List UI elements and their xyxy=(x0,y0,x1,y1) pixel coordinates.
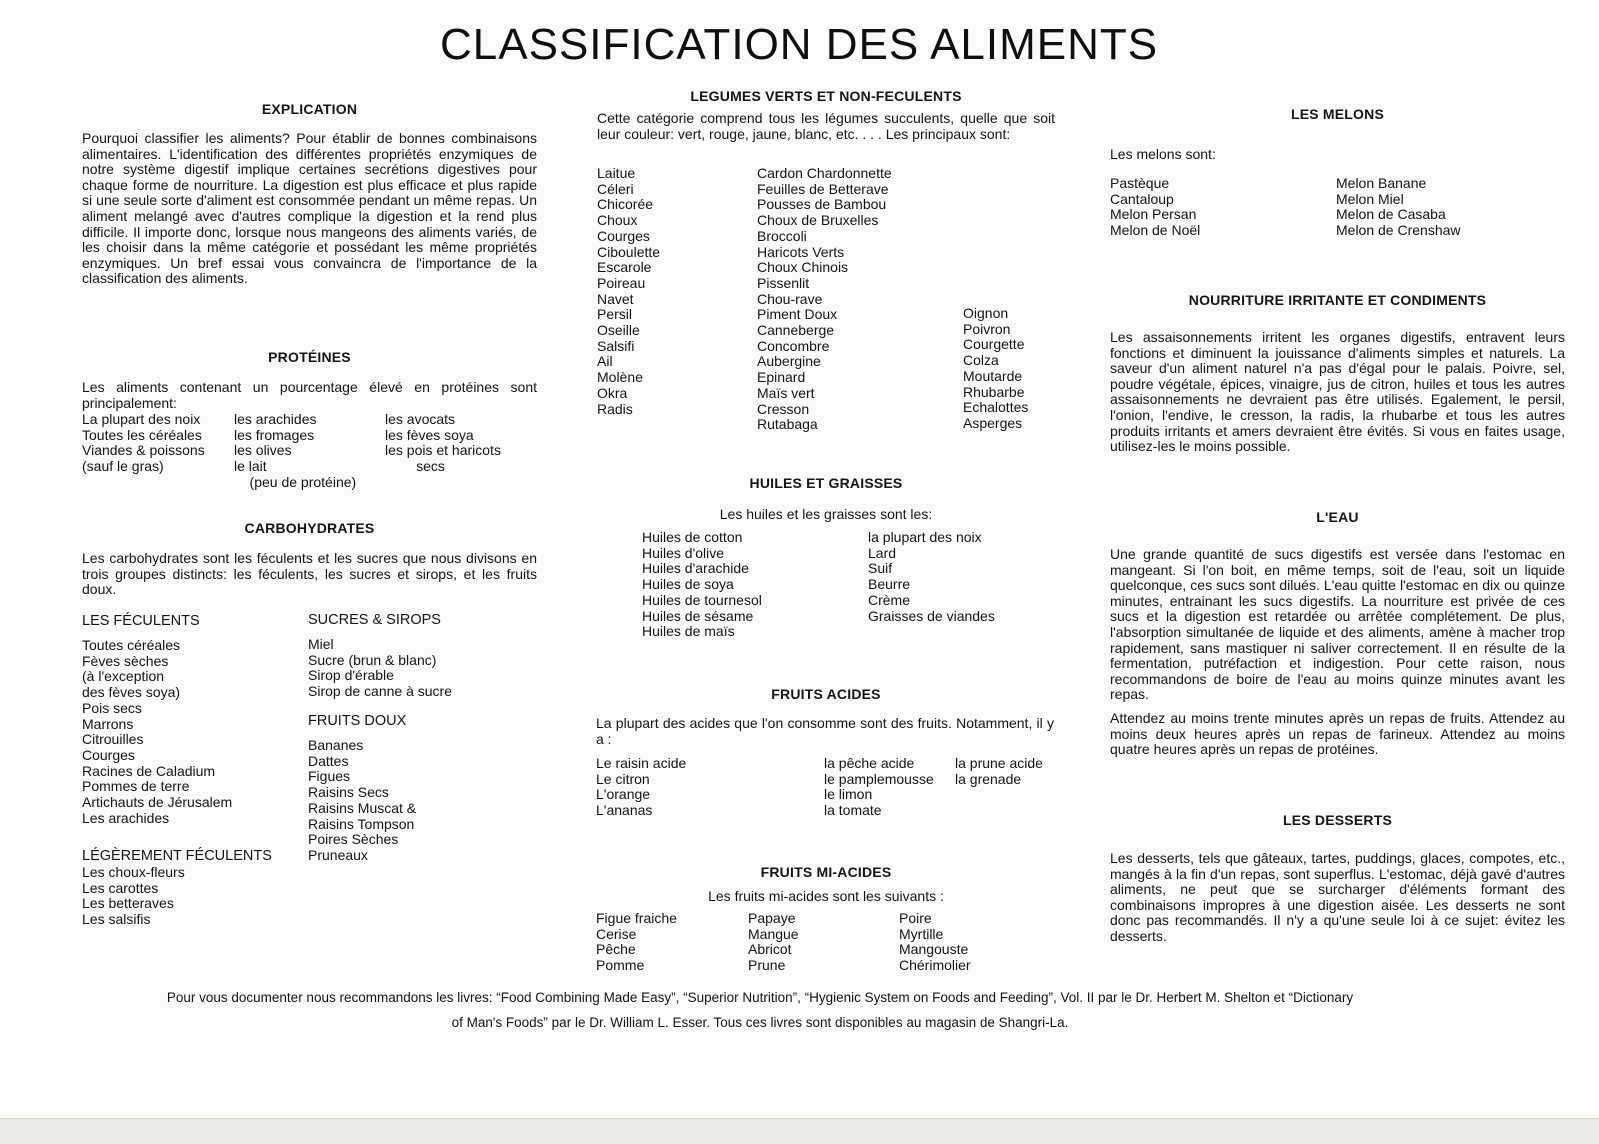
explication-heading: EXPLICATION xyxy=(261,101,358,117)
list-item: le pamplemousse xyxy=(824,770,934,787)
huiles-list-1 xyxy=(642,530,762,640)
list-item: Prune xyxy=(748,957,786,974)
proteines-list-1 xyxy=(82,412,205,475)
list-item: Feuilles de Betterave xyxy=(757,180,889,197)
list-item: la grenade xyxy=(955,770,1022,787)
fruits-acides-list-3 xyxy=(955,756,1043,787)
list-item: le lait xyxy=(234,458,267,475)
list-item: Suif xyxy=(868,560,893,577)
list-item: secs xyxy=(385,458,445,475)
legumes-list-3 xyxy=(963,306,1028,432)
list-item: Oseille xyxy=(597,322,640,339)
desserts-heading: LES DESSERTS xyxy=(1283,812,1392,828)
list-item: Concombre xyxy=(757,337,830,354)
legumes-list-2 xyxy=(757,166,892,433)
list-item: Cresson xyxy=(757,400,810,417)
list-item: L'orange xyxy=(596,786,651,803)
fruits-mi-acides-list-2 xyxy=(748,911,799,974)
list-item: Aubergine xyxy=(757,353,821,370)
list-item: Poire xyxy=(899,910,932,926)
list-item: Beurre xyxy=(868,576,911,593)
huiles-heading: HUILES ET GRAISSES xyxy=(749,475,903,491)
list-item: Melon Persan xyxy=(1110,206,1197,223)
list-item: des fèves soya) xyxy=(82,684,181,701)
proteines-list-2 xyxy=(234,412,356,491)
eau-text-2: Attendez au moins trente minutes après un repas de fruits. Attendez au moins deux heures après un repas de farineux. Attendez au moins quatre heures après un repas de protéines. xyxy=(1110,710,1565,758)
list-item: Radis xyxy=(597,400,633,417)
list-item: Sirop d'érable xyxy=(308,667,394,684)
list-item: Huiles d'olive xyxy=(642,544,725,561)
list-item: Moutarde xyxy=(963,367,1023,384)
list-item: Haricots Verts xyxy=(757,243,845,260)
list-item: Broccoli xyxy=(757,227,807,244)
list-item: Les salsifis xyxy=(82,911,151,928)
list-item: Pousses de Bambou xyxy=(757,196,887,213)
list-item: Fèves sèches xyxy=(82,652,169,669)
fruits-doux-list xyxy=(308,738,416,864)
legerement-feculents-title: LÉGÈREMENT FÉCULENTS xyxy=(82,848,272,864)
eau-text-1: Une grande quantité de sucs digestifs est versée dans l'estomac en mangeant. Si l'on boit, en même temps, soit de l'eau, soit un liquide quelconque, ces sucs sont dilués. L'eau quitte l'estomac en dix ou quinze minutes, entrainant les sucs digestifs. La nourriture est privée de ces sucs et la digestion est retardée ou arrêtée complétement. De plus, l'absorption simultanée de liquide et des aliments, amène à macher trop rapidement, sans mastiquer ni saliver correctement. Il en résulte de la fermentation, putréfaction et indigestion. Pour cette raison, nous recommandons de boire de l'eau au moins quinze minutes avant les repas. xyxy=(1110,546,1565,703)
list-item: Ail xyxy=(597,353,613,370)
list-item: Raisins Secs xyxy=(308,784,389,801)
list-item: Cantaloup xyxy=(1110,190,1174,207)
list-item: Poireau xyxy=(597,274,646,291)
list-item: Salsifi xyxy=(597,337,635,354)
list-item: Choux xyxy=(597,212,638,229)
fruits-mi-acides-intro: Les fruits mi-acides sont les suivants : xyxy=(708,888,944,904)
list-item: Viandes & poissons xyxy=(82,442,205,459)
melons-heading: LES MELONS xyxy=(1290,106,1384,122)
list-item: Raisins Tompson xyxy=(308,815,415,832)
feculents-list xyxy=(82,638,232,826)
list-item: le limon xyxy=(824,786,873,803)
carbohydrates-heading: CARBOHYDRATES xyxy=(244,520,375,536)
list-item: Marrons xyxy=(82,715,134,732)
list-item: les pois et haricots xyxy=(385,442,501,459)
list-item: (sauf le gras) xyxy=(82,458,164,475)
list-item: Escarole xyxy=(597,259,652,276)
list-item: les avocats xyxy=(385,411,456,427)
list-item: Huiles de tournesol xyxy=(642,591,762,608)
proteines-heading: PROTÉINES xyxy=(268,349,351,365)
list-item: Sirop de canne à sucre xyxy=(308,683,452,700)
irritante-heading: NOURRITURE IRRITANTE ET CONDIMENTS xyxy=(1188,292,1487,308)
list-item: la plupart des noix xyxy=(868,529,982,545)
list-item: Mangue xyxy=(748,925,799,942)
list-item: Cerise xyxy=(596,925,637,942)
list-item: Cardon Chardonnette xyxy=(757,165,892,181)
list-item: Huiles de cotton xyxy=(642,529,743,545)
list-item: Chérimolier xyxy=(899,957,971,974)
list-item: Raisins Muscat & xyxy=(308,799,417,816)
list-item: Les choux-fleurs xyxy=(82,864,185,880)
list-item: Pomme xyxy=(596,957,645,974)
melons-list-1 xyxy=(1110,176,1200,239)
page-title: CLASSIFICATION DES ALIMENTS xyxy=(440,20,1159,69)
list-item: Courges xyxy=(597,227,650,244)
list-item: Laitue xyxy=(597,165,636,181)
list-item: Abricot xyxy=(748,941,792,958)
list-item: Navet xyxy=(597,290,634,307)
list-item: Papaye xyxy=(748,910,796,926)
list-item: Sucre (brun & blanc) xyxy=(308,651,437,668)
list-item: (à l'exception xyxy=(82,668,165,685)
list-item: les fromages xyxy=(234,426,315,443)
list-item: Pastèque xyxy=(1110,175,1170,191)
list-item: Melon de Casaba xyxy=(1336,206,1446,223)
list-item: Colza xyxy=(963,352,999,369)
list-item: Rutabaga xyxy=(757,416,818,433)
list-item: Pissenlit xyxy=(757,274,810,291)
list-item: Pommes de terre xyxy=(82,778,190,795)
list-item: Figue fraiche xyxy=(596,910,677,926)
list-item: les fèves soya xyxy=(385,426,474,443)
fruits-mi-acides-list-1 xyxy=(596,911,677,974)
legerement-feculents-list xyxy=(82,865,185,928)
melons-list-2 xyxy=(1336,176,1461,239)
list-item: Echalottes xyxy=(963,399,1029,416)
list-item: L'ananas xyxy=(596,802,653,819)
list-item: Chicorée xyxy=(597,196,654,213)
list-item: Huiles de soya xyxy=(642,576,734,593)
list-item: Choux Chinois xyxy=(757,259,849,276)
list-item: Miel xyxy=(308,636,334,652)
footer-line-1: Pour vous documenter nous recommandons les livres: “Food Combining Made Easy”, “Superior Nutrition”, “Hygienic System on Foods and Feeding”, Vol. II par le Dr. Herbert M. Shelton et “Dictionary xyxy=(166,990,1354,1005)
list-item: Asperges xyxy=(963,414,1023,431)
list-item: Huiles de maïs xyxy=(642,623,735,640)
footer-line-2: of Man's Foods” par le Dr. William L. Esser. Tous ces livres sont disponibles au magasin de Shangri-La. xyxy=(451,1015,1069,1030)
list-item: les olives xyxy=(234,442,292,459)
list-item: Melon Banane xyxy=(1336,175,1427,191)
paper-edge xyxy=(0,1118,1599,1144)
list-item: Pêche xyxy=(596,941,636,958)
list-item: Figues xyxy=(308,768,351,785)
list-item: Toutes les céréales xyxy=(82,426,202,443)
list-item: Crème xyxy=(868,591,911,608)
melons-intro: Les melons sont: xyxy=(1110,146,1216,162)
proteines-list-3 xyxy=(385,412,501,475)
list-item: Huiles de sésame xyxy=(642,607,754,624)
huiles-list-2 xyxy=(868,530,995,624)
huiles-intro: Les huiles et les graisses sont les: xyxy=(719,506,933,522)
fruits-mi-acides-list-3 xyxy=(899,911,971,974)
list-item: Graisses de viandes xyxy=(868,607,995,624)
list-item: Citrouilles xyxy=(82,731,144,748)
list-item: Lard xyxy=(868,544,897,561)
list-item: Bananes xyxy=(308,737,364,753)
list-item: les arachides xyxy=(234,411,317,427)
list-item: Oignon xyxy=(963,305,1009,321)
irritante-text: Les assaisonnements irritent les organes digestifs, entravent leurs fonctions et diminuent la jouissance d'aliments simples et naturels. La saveur d'un aliment naturel n'a pas d'égal pour le palais. Poivre, sel, poudre végétale, épices, vinaigre, jus de citron, huiles et tous les autres assaisonnements ne devraient pas être utilisés. Egalement, le persil, l'onion, l'endive, le cresson, la radis, la rhubarbe et tous les autres produits irritants et amers devraient être évités. Si vous en faites usage, utilisez-les le moins possible. xyxy=(1110,329,1565,455)
list-item: Courges xyxy=(82,746,135,763)
list-item: Les betteraves xyxy=(82,895,174,912)
list-item: Chou-rave xyxy=(757,290,823,307)
sucres-sirops-title: SUCRES & SIROPS xyxy=(308,612,441,628)
list-item: Epinard xyxy=(757,369,806,386)
proteines-intro: Les aliments contenant un pourcentage élevé en protéines sont principalement: xyxy=(82,379,537,411)
sucres-sirops-list xyxy=(308,637,452,700)
legumes-intro: Cette catégorie comprend tous les légumes succulents, quelle que soit leur couleur: vert, rouge, jaune, blanc, etc. . . . Les principaux sont: xyxy=(597,110,1055,142)
list-item: Artichauts de Jérusalem xyxy=(82,794,233,811)
list-item: Dattes xyxy=(308,752,349,769)
list-item: Melon de Noël xyxy=(1110,222,1201,239)
explication-text: Pourquoi classifier les aliments? Pour établir de bonnes combinaisons alimentaires. L'identification des différentes propriétés enzymiques de notre système digestif implique certaines secrétions digestives pour chaque forme de nourriture. La digestion est plus efficace et plus rapide si une seule sorte d'aliment est consommée pendant un même repas. Un aliment melangé avec d'autres complique la digestion et la rend plus difficile. Il importe donc, lorsque nous mangeons des aliments variés, de les choisir dans la même catégorie et possédant les même propriétés enzymiques. Un bref essai vous convaincra de l'importance de la classification des aliments. xyxy=(82,130,537,287)
list-item: Myrtille xyxy=(899,925,944,942)
list-item: Poivron xyxy=(963,320,1011,337)
carbohydrates-intro: Les carbohydrates sont les féculents et les sucres que nous divisons en trois groupes distincts: les féculents, les sucres et sirops, et les fruits doux. xyxy=(82,550,537,598)
fruits-acides-list-1 xyxy=(596,756,686,819)
list-item: Les carottes xyxy=(82,879,159,896)
fruits-acides-list-2 xyxy=(824,756,934,819)
list-item: Racines de Caladium xyxy=(82,762,216,779)
eau-heading: L'EAU xyxy=(1316,509,1359,525)
list-item: Melon Miel xyxy=(1336,190,1404,207)
list-item: Choux de Bruxelles xyxy=(757,212,879,229)
list-item: la pêche acide xyxy=(824,755,915,771)
fruits-acides-intro: La plupart des acides que l'on consomme sont des fruits. Notamment, il y a : xyxy=(596,715,1054,747)
list-item: Piment Doux xyxy=(757,306,838,323)
fruits-acides-heading: FRUITS ACIDES xyxy=(771,686,881,702)
list-item: Toutes céréales xyxy=(82,637,181,653)
feculents-title: LES FÉCULENTS xyxy=(82,613,200,629)
list-item: Canneberge xyxy=(757,322,835,339)
list-item: Courgette xyxy=(963,336,1025,353)
legumes-heading: LEGUMES VERTS ET NON-FECULENTS xyxy=(690,88,962,104)
list-item: Pruneaux xyxy=(308,846,368,863)
legumes-list-1 xyxy=(597,166,660,417)
list-item: (peu de protéine) xyxy=(234,473,357,490)
list-item: la prune acide xyxy=(955,755,1043,771)
list-item: Le raisin acide xyxy=(596,755,687,771)
list-item: Le citron xyxy=(596,770,650,787)
list-item: Okra xyxy=(597,384,628,401)
list-item: la tomate xyxy=(824,802,882,819)
list-item: Pois secs xyxy=(82,699,142,716)
list-item: Mangouste xyxy=(899,941,969,958)
list-item: Maïs vert xyxy=(757,384,815,401)
list-item: Rhubarbe xyxy=(963,383,1025,400)
list-item: Huiles d'arachide xyxy=(642,560,749,577)
list-item: Melon de Crenshaw xyxy=(1336,222,1461,239)
list-item: Les arachides xyxy=(82,809,170,826)
list-item: Céleri xyxy=(597,180,634,197)
desserts-text: Les desserts, tels que gâteaux, tartes, puddings, glaces, compotes, etc., mangés à la fin d'un repas, sont superflus. L'estomac, déjà gavé d'autres aliments, ne peut que se surcharger d'éléments formant des combinaisons impropres à une digestion aisée. Les desserts ne sont donc pas recommandés. Il n'y a qu'une seule loi à ce sujet: évitez les desserts. xyxy=(1110,850,1565,944)
fruits-mi-acides-heading: FRUITS MI-ACIDES xyxy=(760,864,892,880)
fruits-doux-title: FRUITS DOUX xyxy=(308,713,407,729)
list-item: Ciboulette xyxy=(597,243,661,260)
list-item: Poires Sèches xyxy=(308,831,399,848)
list-item: Molène xyxy=(597,369,643,386)
list-item: Persil xyxy=(597,306,633,323)
list-item: La plupart des noix xyxy=(82,411,201,427)
